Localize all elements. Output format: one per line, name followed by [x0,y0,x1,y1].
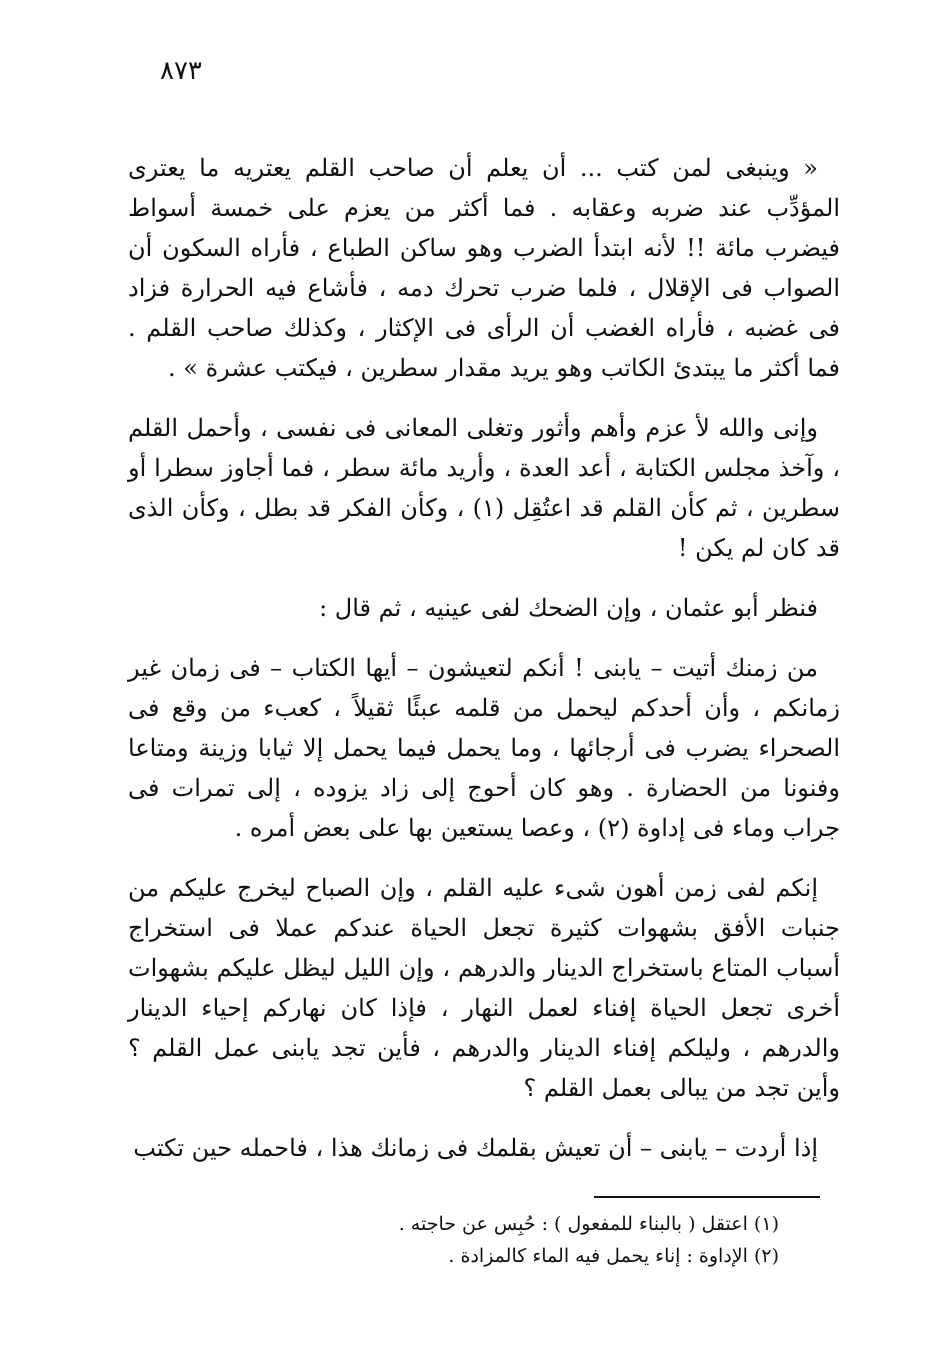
footnote-2: (٢) الإداوة : إناء يحمل فيه الماء كالمزادة . [448,1245,779,1267]
page-number: ٨٧٣ [160,56,202,86]
body-text [128,148,840,1188]
footnotes [179,1208,779,1272]
paragraph: من زمنك أتيت – يابنى ! أنكم لتعيشون – أيها الكتاب – فى زمان غير زمانكم ، وأن أحدكم ليحمل من قلمه عبئًا ثقيلاً ، كعبء من وقع فى الصحراء يضرب فى أرجائها ، وما يحمل فيما يحمل إلا ثيابا وزينة ومتاعا وفنونا من الحضارة . وهو كان أحوج إلى زاد يزوده ، إلى تمرات فى جراب وماء فى إداوة (٢) ، وعصا يستعين بها على بعض أمره . [128,654,840,842]
paragraph: وإنى والله لأ عزم وأهم وأثور وتغلى المعانى فى نفسى ، وأحمل القلم ، وآخذ مجلس الكتابة ، أعد العدة ، وأريد مائة سطر ، فما أجاوز سطرا أو سطرين ، ثم كأن القلم قد اعتُقِل (١) ، وكأن الفكر قد بطل ، وكأن الذى قد كان لم يكن ! [128,414,840,562]
paragraph: « وينبغى لمن كتب ... أن يعلم أن صاحب القلم يعتريه ما يعترى المؤدِّب عند ضربه وعقابه . فما أكثر من يعزم على خمسة أسواط فيضرب مائة !! لأنه ابتدأ الضرب وهو ساكن الطباع ، فأراه السكون أن الصواب فى الإقلال ، فلما ضرب تحرك دمه ، فأشاع فيه الحرارة فزاد فى غضبه ، فأراه الغضب أن الرأى فى الإكثار ، وكذلك صاحب القلم . فما أكثر ما يبتدئ الكاتب وهو يريد مقدار سطرين ، فيكتب عشرة » . [128,154,840,382]
paragraph: إنكم لفى زمن أهون شىء عليه القلم ، وإن الصباح ليخرج عليكم من جنبات الأفق بشهوات كثيرة تجعل الحياة عندكم عملا فى استخراج أسباب المتاع باستخراج الدينار والدرهم ، وإن الليل ليظل عليكم بشهوات أخرى تجعل الحياة إفناء لعمل النهار ، فإذا كان نهاركم إحياء الدينار والدرهم ، وليلكم إفناء الدينار والدرهم ، فأين تجد يابنى عمل القلم ؟ وأين تجد من يبالى بعمل القلم ؟ [128,874,840,1102]
footnote-1: (١) اعتقل ( بالبناء للمفعول ) : حُبِس عن حاجته . [398,1213,779,1235]
paragraph: إذا أردت – يابنى – أن تعيش بقلمك فى زمانك هذا ، فاحمله حين تكتب [133,1134,818,1162]
footnote-divider [594,1196,820,1198]
paragraph: فنظر أبو عثمان ، وإن الضحك لفى عينيه ، ثم قال : [319,594,818,622]
